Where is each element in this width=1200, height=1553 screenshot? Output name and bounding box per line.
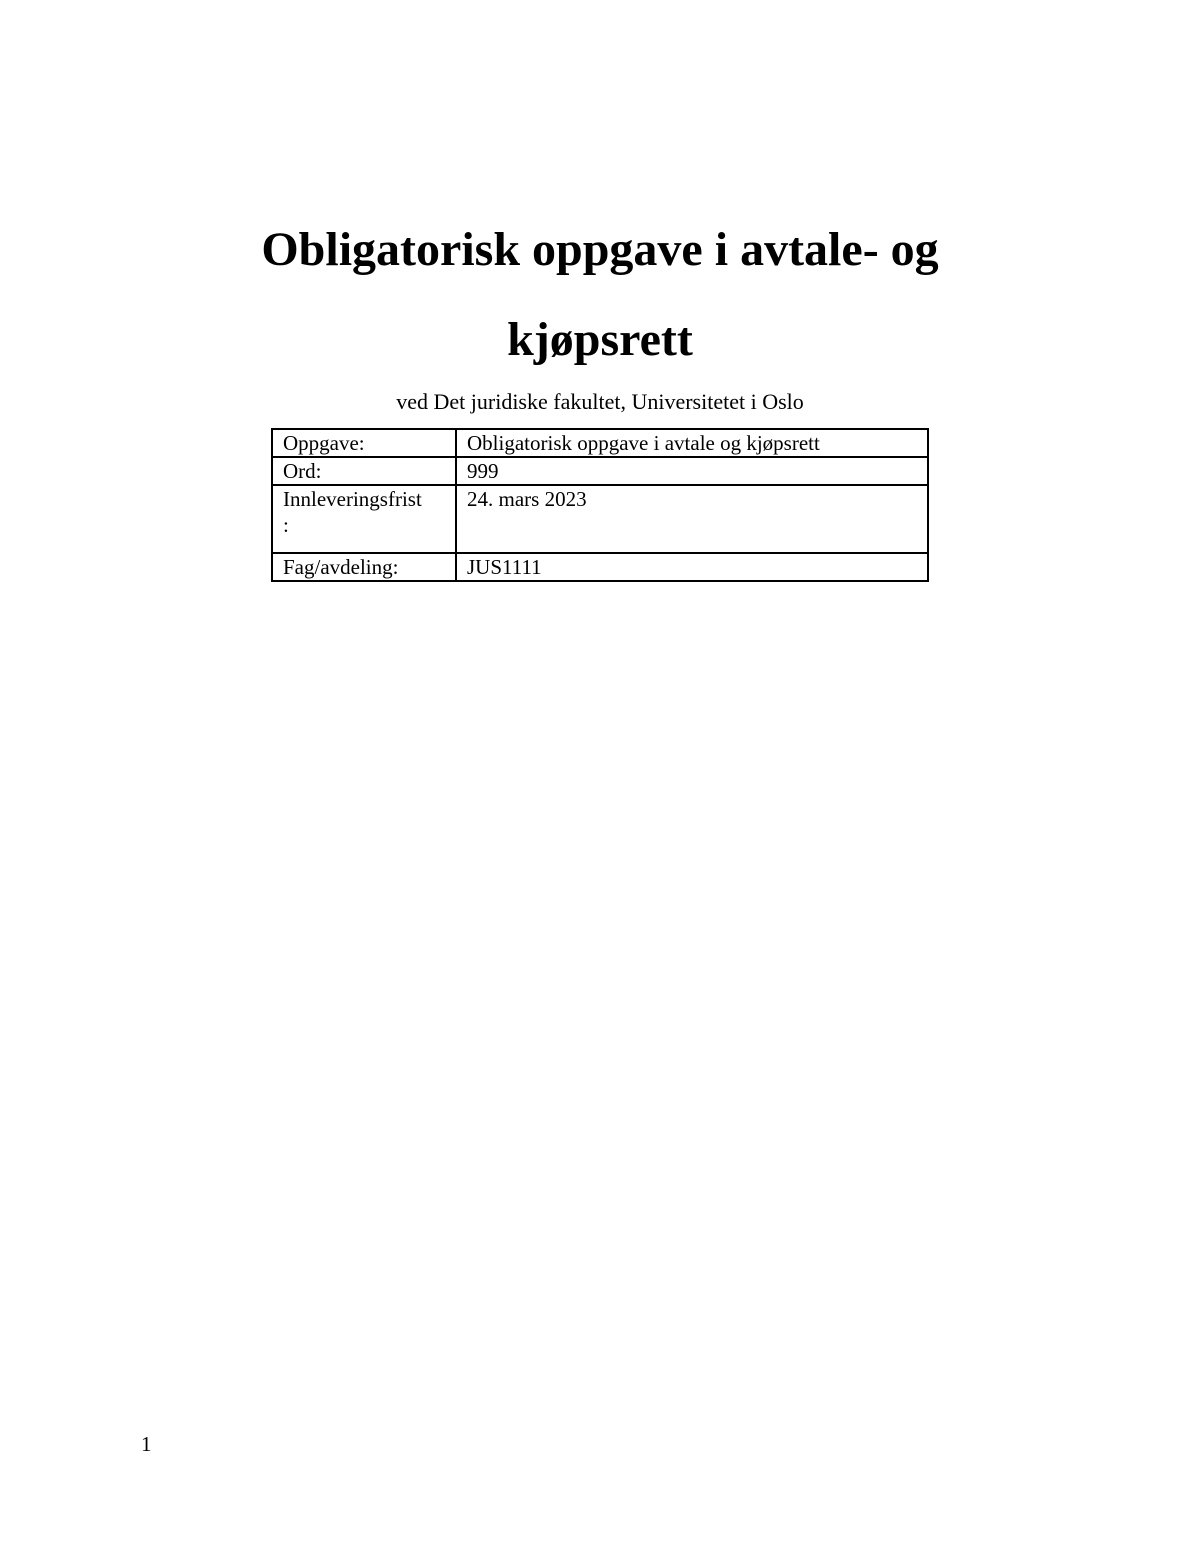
row-value-ord: 999 [456, 457, 928, 485]
page-number: 1 [141, 1432, 152, 1456]
row-label-fag-avdeling: Fag/avdeling: [272, 553, 456, 581]
assignment-info-table [271, 428, 929, 582]
document-title [0, 205, 1200, 385]
title-line-2: kjøpsrett [507, 313, 693, 366]
table-row [272, 457, 928, 485]
row-value-oppgave: Obligatorisk oppgave i avtale og kjøpsrett [456, 429, 928, 457]
row-value-innleveringsfrist: 24. mars 2023 [456, 485, 928, 553]
title-line-1: Obligatorisk oppgave i avtale- og [261, 223, 939, 276]
table-row [272, 429, 928, 457]
row-label-innleveringsfrist: Innleveringsfrist : [272, 485, 456, 553]
row-value-fag-avdeling: JUS1111 [456, 553, 928, 581]
row-label-oppgave: Oppgave: [272, 429, 456, 457]
row-label-ord: Ord: [272, 457, 456, 485]
table-row [272, 553, 928, 581]
table-row [272, 485, 928, 553]
document-subtitle: ved Det juridiske fakultet, Universitetet i Oslo [396, 389, 804, 414]
